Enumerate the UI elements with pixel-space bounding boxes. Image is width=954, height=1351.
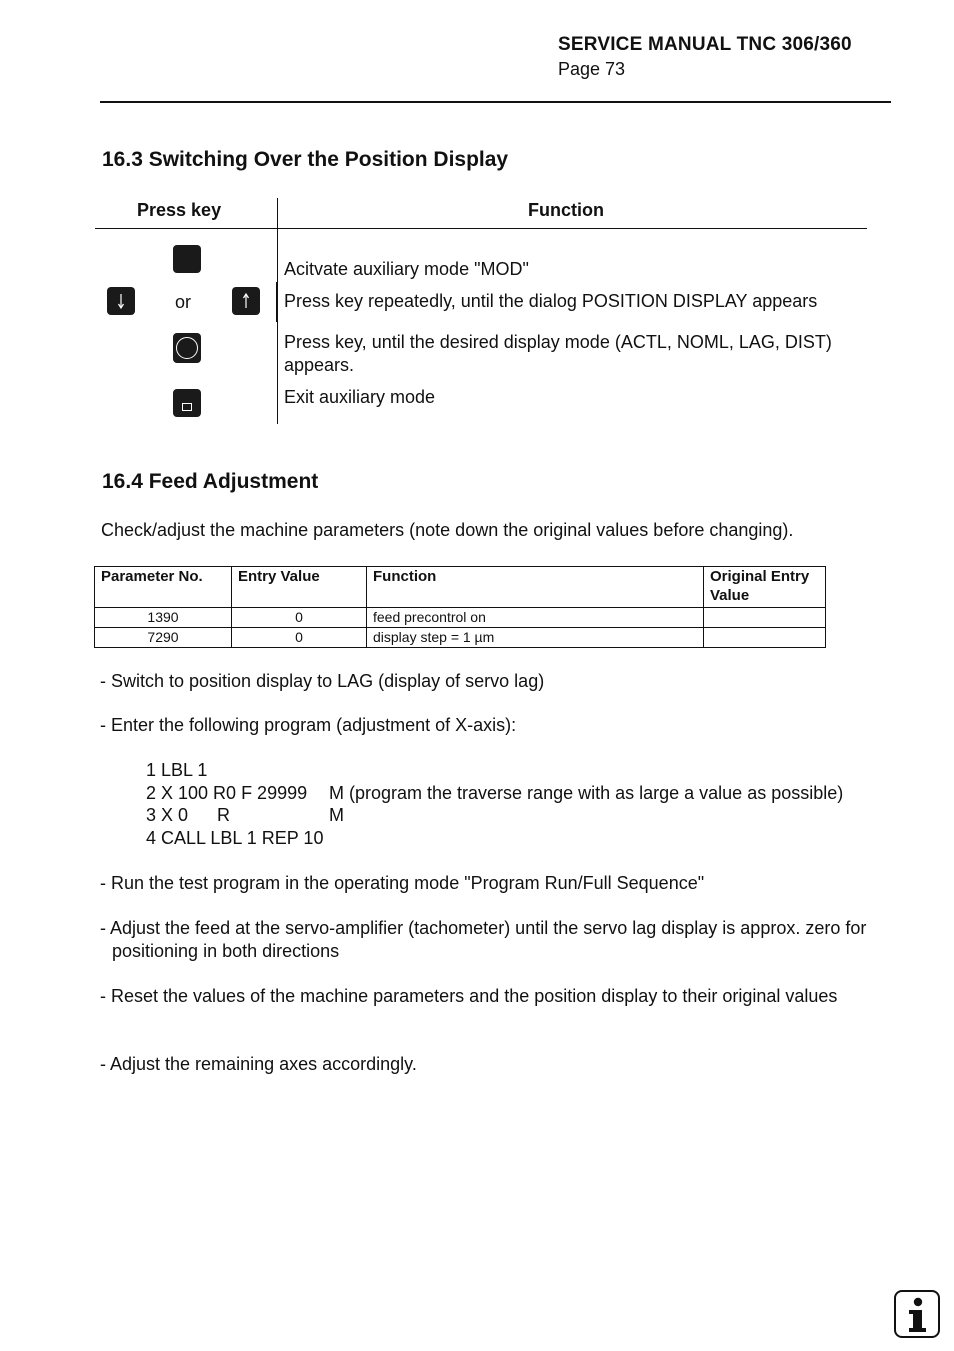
intro-paragraph: Check/adjust the machine parameters (note down the original values before changing). — [101, 520, 794, 540]
table-cell — [704, 608, 826, 628]
table-cell: 1390 — [95, 608, 232, 628]
page-number: Page 73 — [558, 59, 626, 79]
program-line-text: 2 X 100 R0 F 29999 — [146, 783, 308, 803]
program-line-text: 4 CALL LBL 1 REP 10 — [146, 828, 324, 848]
key-table-divider-accent — [276, 282, 278, 322]
table-row — [95, 628, 826, 648]
table-header-cell: Parameter No. — [95, 567, 232, 608]
manual-title: SERVICE MANUAL TNC 306/360 — [558, 34, 852, 55]
step-enter-program: - Enter the following program (adjustment of X-axis): — [100, 715, 517, 735]
header-divider — [100, 101, 891, 103]
section-heading-feed-adjustment: 16.4 Feed Adjustment — [102, 470, 319, 493]
table-cell — [704, 628, 826, 648]
program-line-4 — [146, 827, 906, 850]
program-line-1 — [146, 759, 906, 782]
program-line-text: 1 LBL 1 — [146, 760, 208, 780]
program-line-text: 3 X 0 — [146, 805, 189, 825]
enter-key-icon — [173, 333, 201, 363]
arrow-up-key-icon — [232, 287, 260, 315]
function-press-repeatedly: Press key repeatedly, until the dialog POSITION DISPLAY appears — [284, 291, 818, 311]
parameter-table — [94, 566, 826, 648]
step-run-test: - Run the test program in the operating mode "Program Run/Full Sequence" — [100, 873, 705, 893]
program-line-3 — [146, 804, 906, 827]
or-label: or — [175, 292, 192, 312]
info-icon — [894, 1290, 940, 1338]
table-header-cell: Function — [367, 567, 704, 608]
end-key-icon — [173, 389, 201, 417]
program-line-2 — [146, 782, 906, 805]
table-header-row — [95, 567, 826, 608]
function-exit-mod: Exit auxiliary mode — [284, 387, 436, 407]
table-cell: display step = 1 µm — [367, 628, 704, 648]
section-heading-position-display: 16.3 Switching Over the Position Display — [102, 148, 509, 171]
arrow-down-key-icon — [107, 287, 135, 315]
table-header-cell: Entry Value — [232, 567, 367, 608]
column-header-press-key: Press key — [137, 200, 222, 220]
program-line-text: M — [329, 805, 344, 825]
table-cell: 0 — [232, 608, 367, 628]
program-line-text: R — [217, 805, 230, 825]
column-header-function: Function — [528, 200, 604, 220]
step-adjust-feed: - Adjust the feed at the servo-amplifier (tachometer) until the servo lag display is approx. zero for positioning in both directions — [100, 918, 867, 961]
program-line-comment: M (program the traverse range with as large a value as possible) — [329, 783, 844, 803]
step-reset-values: - Reset the values of the machine parameters and the position display to their original values — [100, 986, 838, 1006]
step-switch-display: - Switch to position display to LAG (display of servo lag) — [100, 671, 545, 691]
table-row — [95, 608, 826, 628]
table-cell: 7290 — [95, 628, 232, 648]
mod-key-icon — [173, 245, 201, 273]
table-header-cell: Original Entry Value — [704, 567, 826, 608]
function-activate-mod: Acitvate auxiliary mode "MOD" — [284, 259, 529, 279]
function-select-display-mode: Press key, until the desired display mode (ACTL, NOML, LAG, DIST) appears. — [284, 332, 832, 375]
table-cell: 0 — [232, 628, 367, 648]
key-table-header-rule — [95, 228, 867, 229]
table-cell: feed precontrol on — [367, 608, 704, 628]
step-adjust-remaining: - Adjust the remaining axes accordingly. — [100, 1054, 417, 1074]
